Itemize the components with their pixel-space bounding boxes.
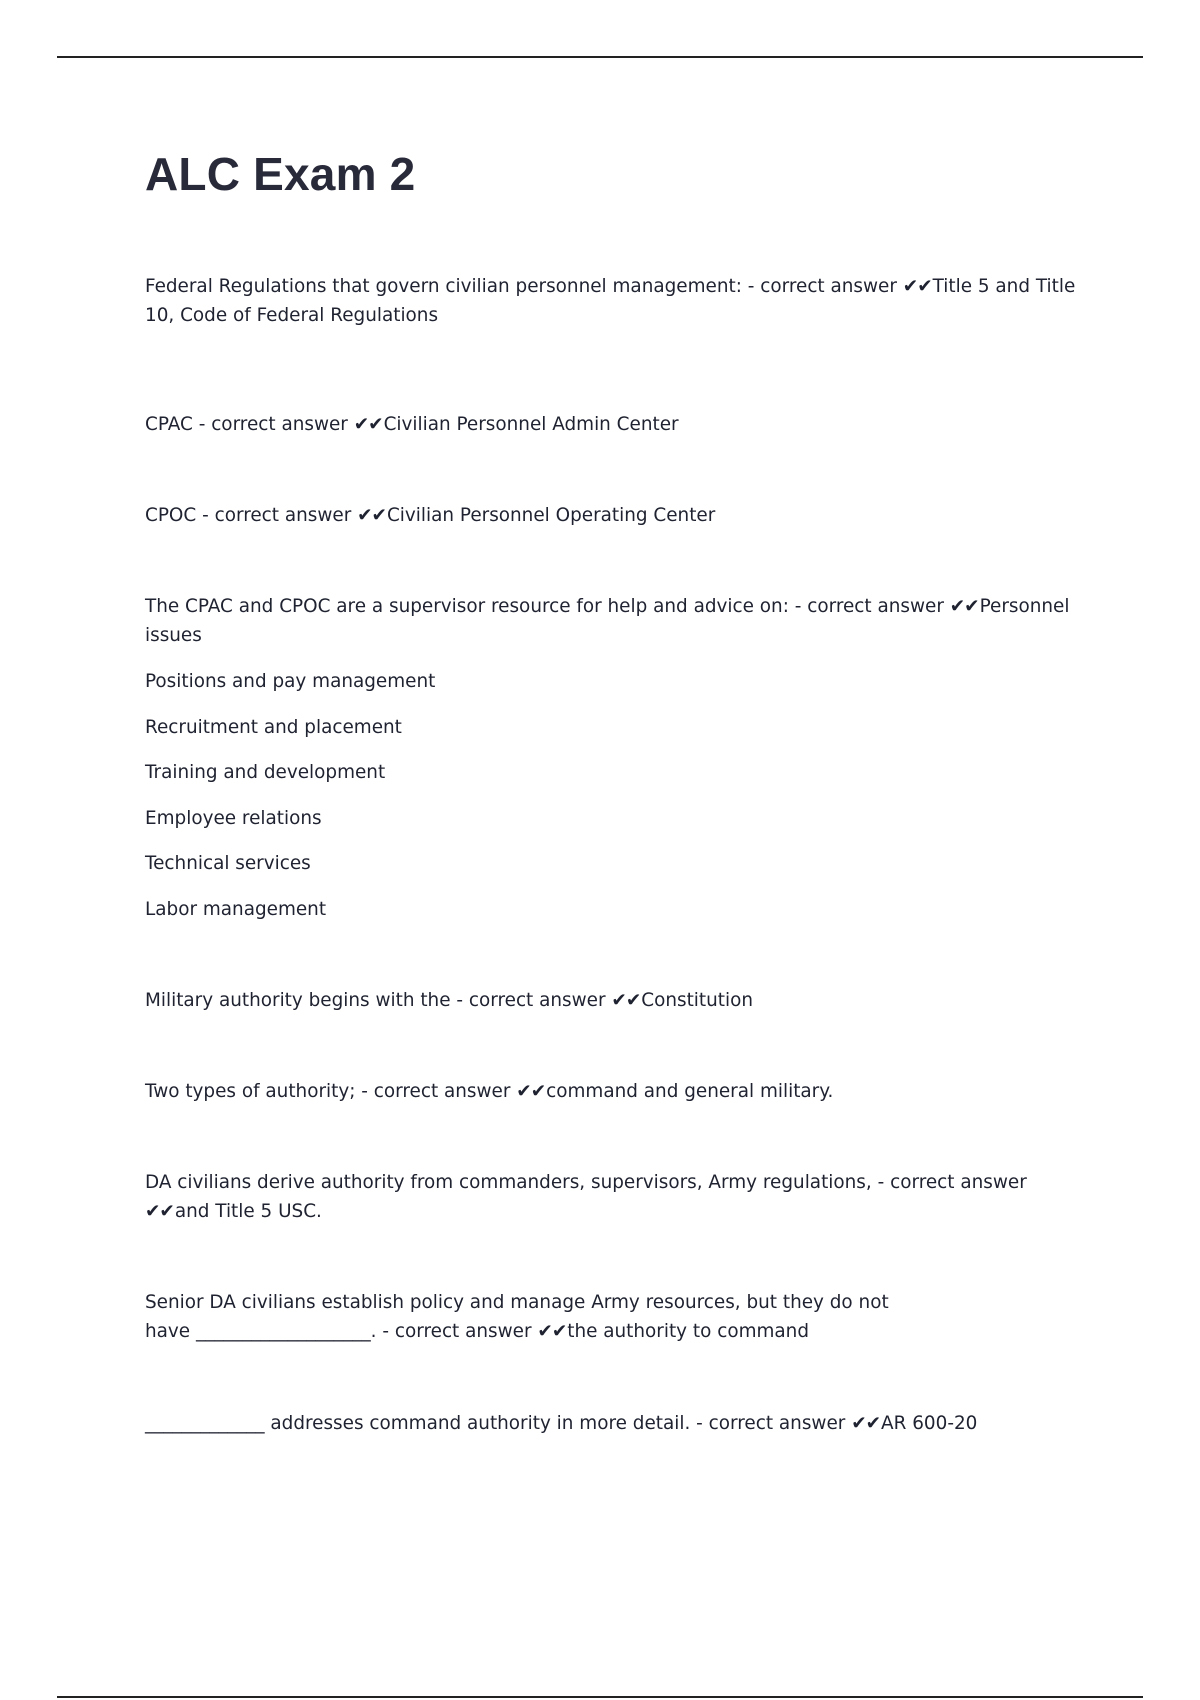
double-check-icon: ✔✔: [516, 1081, 546, 1102]
qa-item-4: [145, 592, 1075, 650]
qa-item-7: [145, 1168, 1090, 1226]
answer-text: the authority to command: [567, 1321, 810, 1342]
question-text: Senior DA civilians establish policy and manage Army resources, but they do not have ___________________.: [145, 1292, 889, 1342]
double-check-icon: ✔✔: [357, 505, 386, 526]
double-check-icon: ✔✔: [145, 1201, 174, 1222]
question-text: The CPAC and CPOC are a supervisor resource for help and advice on:: [145, 596, 789, 617]
footer-divider: [57, 1696, 1143, 1698]
answer-text: AR 600-20: [881, 1413, 978, 1434]
answer-text: Civilian Personnel Operating Center: [386, 505, 716, 526]
qa-item-3: [145, 501, 1095, 530]
answer-marker: - correct answer: [202, 505, 352, 526]
qa-item-8: [145, 1288, 925, 1346]
answer-marker: - correct answer: [877, 1172, 1027, 1193]
qa-item-2: [145, 410, 1095, 439]
question-text: DA civilians derive authority from commanders, supervisors, Army regulations,: [145, 1172, 872, 1193]
list-item: Labor management: [145, 899, 327, 920]
list-item: Recruitment and placement: [145, 717, 402, 738]
double-check-icon: ✔✔: [949, 596, 979, 617]
double-check-icon: ✔✔: [902, 276, 932, 297]
list-item: Training and development: [145, 762, 386, 783]
answer-text: and Title 5 USC.: [174, 1201, 322, 1222]
header-divider: [57, 56, 1143, 58]
question-text: CPOC: [145, 505, 197, 526]
double-check-icon: ✔✔: [611, 990, 641, 1011]
list-item: Positions and pay management: [145, 671, 436, 692]
qa-item-9: [145, 1409, 1095, 1438]
double-check-icon: ✔✔: [353, 414, 383, 435]
list-item: Technical services: [145, 853, 311, 874]
qa-item-5: [145, 986, 1095, 1015]
question-text: CPAC: [145, 414, 193, 435]
question-text: Military authority begins with the: [145, 990, 451, 1011]
question-text: Federal Regulations that govern civilian personnel management:: [145, 276, 742, 297]
document-title: ALC Exam 2: [145, 148, 416, 200]
question-text: _____________ addresses command authority in more detail.: [145, 1413, 691, 1434]
answer-text: Personnel issues: [145, 596, 1070, 646]
answer-marker: - correct answer: [794, 596, 944, 617]
answer-marker: - correct answer: [747, 276, 897, 297]
qa-item-1: [145, 272, 1095, 330]
answer-marker: - correct answer: [382, 1321, 532, 1342]
answer-text: Title 5 and Title 10, Code of Federal Regulations: [145, 276, 1076, 326]
answer-text: Civilian Personnel Admin Center: [383, 414, 679, 435]
answer-marker: - correct answer: [361, 1081, 511, 1102]
qa-item-6: [145, 1077, 1095, 1106]
answer-marker: - correct answer: [696, 1413, 846, 1434]
answer-marker: - correct answer: [198, 414, 348, 435]
answer-text: command and general military.: [546, 1081, 834, 1102]
double-check-icon: ✔✔: [537, 1321, 567, 1342]
double-check-icon: ✔✔: [851, 1413, 881, 1434]
question-text: Two types of authority;: [145, 1081, 356, 1102]
answer-marker: - correct answer: [456, 990, 606, 1011]
answer-text: Constitution: [641, 990, 753, 1011]
list-item: Employee relations: [145, 808, 322, 829]
